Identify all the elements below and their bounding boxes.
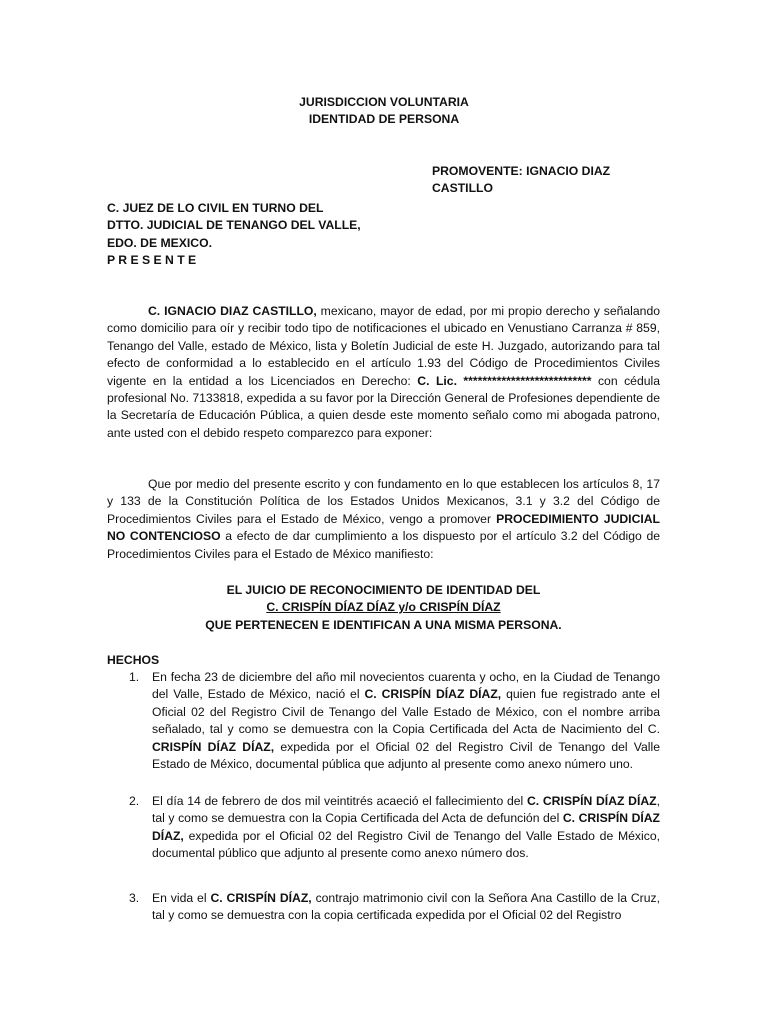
hecho-number: 2. [129, 794, 140, 808]
hecho-number: 1. [129, 670, 140, 684]
addressee-line-4: P R E S E N T E [107, 253, 197, 268]
procedimiento-label: PROCEDIMIENTO JUDICIAL NO CONTENCIOSO [107, 511, 660, 544]
paragraph-2-text-1: Que por medio del presente escrito y con fundamento en lo que establecen los artículos 8, 17 y 133 de la Constitución Política de los Estados Unidos Mexicanos, 3.1 y 3.2 del Código de Procedimientos Civiles para el Estado de México, vengo a promover [107, 477, 660, 526]
hechos-list [107, 669, 660, 773]
lawyer-name: C. Lic. *************************** [417, 373, 592, 388]
promovente-line: PROMOVENTE: IGNACIO DIAZ CASTILLO [432, 164, 611, 196]
hecho-text: expedida por el Oficial 02 del Registro Civil de Tenango del Valle Estado de México, documental público que adjunto al presente como anexo número dos. [152, 828, 660, 861]
hechos-list-block [107, 669, 660, 773]
hecho-number: 3. [129, 891, 140, 905]
document-title [0, 94, 768, 129]
paragraph-2-block [107, 476, 660, 563]
hechos-title: HECHOS [107, 653, 160, 667]
paragraph-2-text-2: a efecto de dar cumplimiento a los dispuesto por el artículo 3.2 del Código de Procedimientos Civiles para el Estado de México manifiesto: [107, 529, 661, 561]
hechos-list [107, 890, 660, 925]
title-line-1: JURISDICCION VOLUNTARIA [299, 95, 469, 109]
hecho-bold-name: C. CRISPÍN DÍAZ, [210, 891, 312, 905]
hecho-text: En vida el [152, 891, 211, 905]
juicio-line-3: QUE PERTENECEN E IDENTIFICAN A UNA MISMA PERSONA. [205, 617, 562, 632]
hecho-2-block [107, 793, 660, 863]
addressee-line-1: C. JUEZ DE LO CIVIL EN TURNO DEL [107, 201, 324, 215]
hecho-bold-name: C. CRISPÍN DÍAZ DÍAZ, [152, 811, 661, 843]
hecho-item-3 [107, 890, 660, 925]
intro-text-2: con cédula profesional No. 7133818, expedida a su favor por la Dirección General de Profesiones dependiente de la Secretaría de Educación Pública, a quien desde este momento señalo como mi abogada patrono, ante usted con el debido respeto comparezco para exponer: [107, 373, 660, 440]
intro-text-1: mexicano, mayor de edad, por mi propio derecho y señalando como domicilio para oír y recibir todo tipo de notificaciones el ubicado en Venustiano Carranza # 859, Tenango del Valle, estado de México, lista y Boletín Judicial de este H. Juzgado, autorizando para tal efecto de conformidad a lo establecido en el artículo 1.93 del Código de Procedimientos Civiles vigente en la entidad a los Licenciados en Derecho: [107, 304, 660, 388]
hecho-bold-name: C. CRISPÍN DÍAZ DÍAZ, [364, 687, 502, 702]
hecho-item-1 [107, 669, 660, 773]
hecho-3-block [107, 890, 660, 925]
hecho-text: quien fue registrado ante el Oficial 02 del Registro Civil de Tenango del Valle Estado de México, con el nombre arriba señalado, tal y como se demuestra con la Copia Certificada del Acta de Nacimiento del C. [152, 687, 660, 737]
juicio-line-2: C. CRISPÍN DÍAZ DÍAZ y/o CRISPÍN DÍAZ [266, 600, 501, 615]
intro-paragraph-block [107, 303, 660, 442]
hecho-bold-name: C. CRISPÍN DÍAZ DÍAZ [526, 794, 657, 808]
hecho-text: expedida por el Oficial 02 del Registro Civil de Tenango del Valle Estado de México, documental pública que adjunto al presente como anexo número uno. [152, 739, 660, 772]
hecho-text: El día 14 de febrero de dos mil veintitrés acaeció el fallecimiento del [152, 794, 527, 808]
hecho-item-2 [107, 793, 660, 863]
juicio-heading [107, 582, 660, 634]
paragraph-2 [107, 476, 660, 563]
intro-paragraph [107, 303, 660, 442]
juicio-line-1: EL JUICIO DE RECONOCIMIENTO DE IDENTIDAD DEL [226, 583, 541, 597]
addressee-line-2: DTTO. JUDICIAL DE TENANGO DEL VALLE, [107, 218, 361, 233]
addressee-line-3: EDO. DE MEXICO. [107, 235, 212, 250]
addressee-block [107, 200, 667, 270]
hecho-text: contrajo matrimonio civil con la Señora Ana Castillo de la Cruz, tal y como se demuestra con la copia certificada expedida por el Oficial 02 del Registro [152, 891, 660, 923]
hecho-text: En fecha 23 de diciembre del año mil novecientos cuarenta y ocho, en la Ciudad de Tenango del Valle, Estado de México, nació el [152, 670, 660, 702]
hecho-bold-name: CRISPÍN DÍAZ DÍAZ, [152, 739, 275, 754]
hecho-text: , tal y como se demuestra con la Copia Certificada del Acta de defunción del [152, 794, 660, 826]
title-line-2: IDENTIDAD DE PERSONA [308, 112, 460, 127]
hechos-list [107, 793, 660, 863]
promovente-name: C. IGNACIO DIAZ CASTILLO, [148, 304, 317, 318]
